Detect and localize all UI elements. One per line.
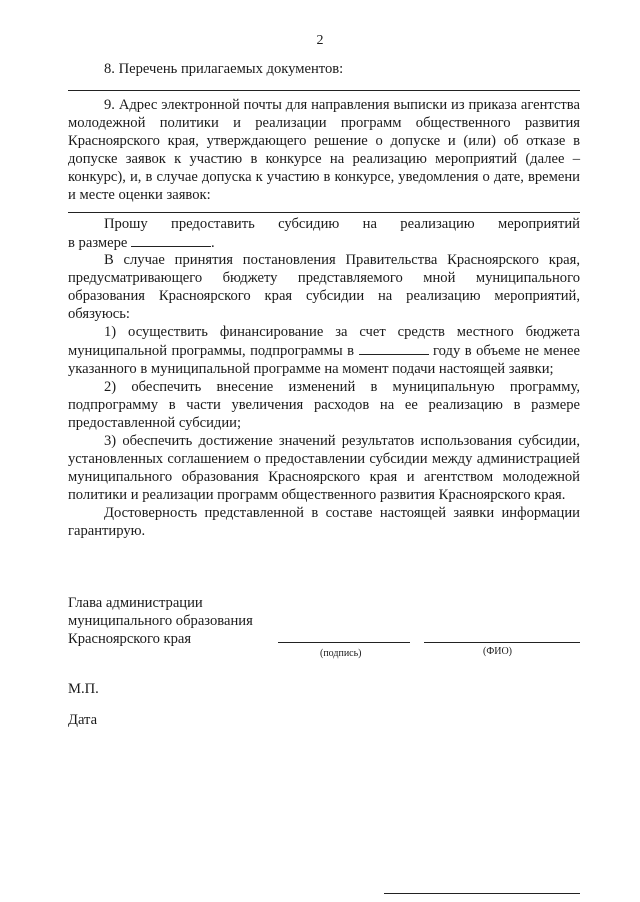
footer-rule bbox=[384, 893, 580, 894]
request-paragraph bbox=[68, 215, 580, 252]
commitment-intro: В случае принятия постановления Правительства Красноярского края, предусматривающего бюджету представляемого мной муниципального образования Красноярского края субсидии на реализацию мероприятий, обязуюсь: bbox=[68, 252, 580, 322]
page-number: 2 bbox=[316, 33, 324, 48]
guarantee-text: Достоверность представленной в составе настоящей заявки информации гарантирую. bbox=[68, 505, 580, 539]
commitment-item-1-part1: 1) осуществить финансирование за счет средств местного бюджета муниципальной программы, подпрограммы в bbox=[68, 324, 580, 359]
request-amount-suffix: . bbox=[211, 235, 215, 251]
date-label: Дата bbox=[68, 712, 98, 728]
commitment-section bbox=[68, 251, 580, 540]
stamp-label: М.П. bbox=[68, 681, 99, 697]
request-amount-prefix: в размере bbox=[68, 235, 128, 251]
request-line-1: Прошу предоставить субсидию на реализацию мероприятий bbox=[104, 216, 580, 232]
section-8-text: 8. Перечень прилагаемых документов: bbox=[104, 61, 344, 77]
commitment-item-1-part2: году в объеме не менее указанного в муниципальной программе на момент подачи настоящей заявки; bbox=[68, 343, 580, 377]
name-caption: (ФИО) bbox=[483, 646, 513, 657]
section-9 bbox=[68, 96, 580, 204]
commitment-item-2: 2) обеспечить внесение изменений в муниципальную программу, подпрограмму в части увеличения расходов на ее реализацию в размере предоставленной субсидии; bbox=[68, 379, 580, 431]
section-8-answer-line bbox=[68, 90, 580, 91]
section-9-text: 9. Адрес электронной почты для направления выписки из приказа агентства молодежной политики и реализации программ общественного развития Красноярского края, утверждающего решение о допуске и (или) об отказе в допуске заявок к участию в конкурсе на реализацию мероприятий (далее – конкурс), и, в случае допуска к участию в конкурсе, уведомления о дате, времени и месте оценки заявок: bbox=[68, 97, 580, 203]
signature-line-2: муниципального образования bbox=[68, 613, 253, 629]
commitment-item-3: 3) обеспечить достижение значений результатов использования субсидии, установленных соглашением о предоставлении субсидии между администрацией муниципального образования Красноярского края и агентством молодежной политики и реализации программ общественного развития Красноярского края. bbox=[68, 433, 580, 503]
request-line-2 bbox=[68, 233, 580, 252]
signature-line-3: Красноярского края bbox=[68, 631, 192, 647]
section-8 bbox=[68, 60, 580, 78]
section-9-answer-line bbox=[68, 212, 580, 213]
year-blank bbox=[359, 341, 429, 355]
signature-line bbox=[278, 642, 410, 643]
signature-title bbox=[68, 594, 288, 648]
amount-blank bbox=[131, 233, 211, 247]
commitment-item-1 bbox=[68, 323, 580, 378]
signature-line-1: Глава администрации bbox=[68, 595, 203, 611]
signature-caption: (подпись) bbox=[320, 648, 362, 659]
